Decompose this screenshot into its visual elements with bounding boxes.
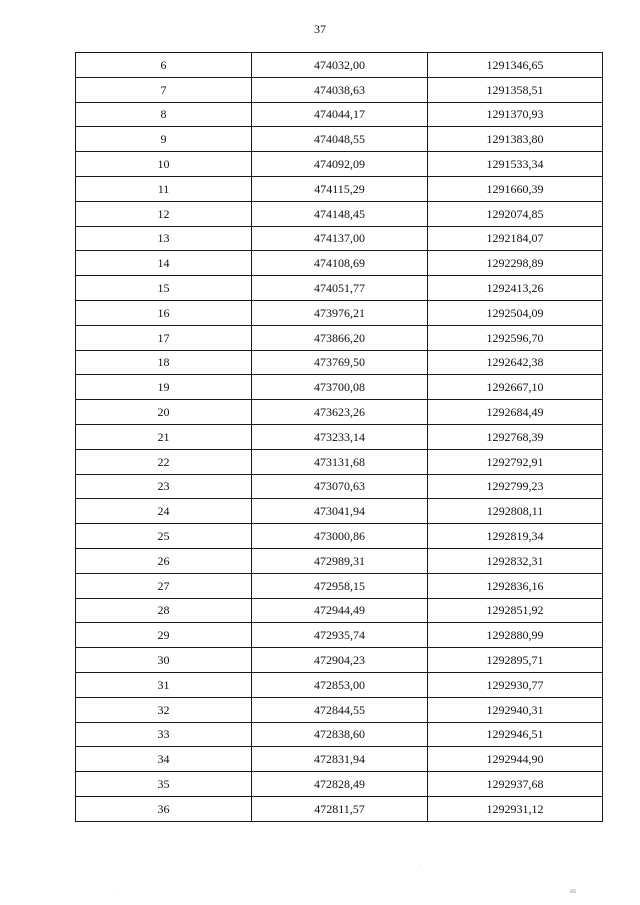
scan-marks — [0, 864, 640, 899]
table-row — [76, 499, 603, 524]
table-row — [76, 524, 603, 549]
y-coordinate-cell: 1292413,26 — [428, 276, 603, 301]
table-row — [76, 548, 603, 573]
x-coordinate-cell: 472958,15 — [252, 573, 428, 598]
table-row — [76, 424, 603, 449]
y-coordinate-cell: 1292596,70 — [428, 325, 603, 350]
y-coordinate-cell: 1292946,51 — [428, 722, 603, 747]
table-row — [76, 325, 603, 350]
x-coordinate-cell: 473700,08 — [252, 375, 428, 400]
point-number-cell: 28 — [76, 598, 252, 623]
y-coordinate-cell: 1292832,31 — [428, 548, 603, 573]
scan-mark-right: ⅠⅠⅠ — [570, 890, 576, 895]
x-coordinate-cell: 473866,20 — [252, 325, 428, 350]
y-coordinate-cell: 1292768,39 — [428, 424, 603, 449]
coordinates-table-body — [76, 53, 603, 822]
point-number-cell: 31 — [76, 672, 252, 697]
x-coordinate-cell: 473070,63 — [252, 474, 428, 499]
point-number-cell: 7 — [76, 77, 252, 102]
table-row — [76, 350, 603, 375]
point-number-cell: 19 — [76, 375, 252, 400]
table-row — [76, 474, 603, 499]
point-number-cell: 25 — [76, 524, 252, 549]
point-number-cell: 27 — [76, 573, 252, 598]
table-row — [76, 722, 603, 747]
point-number-cell: 11 — [76, 176, 252, 201]
x-coordinate-cell: 474032,00 — [252, 53, 428, 78]
y-coordinate-cell: 1292931,12 — [428, 796, 603, 821]
table-row — [76, 201, 603, 226]
point-number-cell: 26 — [76, 548, 252, 573]
y-coordinate-cell: 1292184,07 — [428, 226, 603, 251]
scan-mark-left: · — [114, 889, 116, 894]
point-number-cell: 30 — [76, 648, 252, 673]
y-coordinate-cell: 1292940,31 — [428, 697, 603, 722]
table-row — [76, 276, 603, 301]
y-coordinate-cell: 1292944,90 — [428, 747, 603, 772]
table-row — [76, 176, 603, 201]
point-number-cell: 34 — [76, 747, 252, 772]
table-row — [76, 598, 603, 623]
x-coordinate-cell: 474108,69 — [252, 251, 428, 276]
table-row — [76, 127, 603, 152]
x-coordinate-cell: 472844,55 — [252, 697, 428, 722]
y-coordinate-cell: 1292851,92 — [428, 598, 603, 623]
x-coordinate-cell: 474148,45 — [252, 201, 428, 226]
x-coordinate-cell: 472853,00 — [252, 672, 428, 697]
point-number-cell: 15 — [76, 276, 252, 301]
x-coordinate-cell: 472831,94 — [252, 747, 428, 772]
x-coordinate-cell: 473976,21 — [252, 300, 428, 325]
x-coordinate-cell: 474044,17 — [252, 102, 428, 127]
x-coordinate-cell: 473623,26 — [252, 400, 428, 425]
table-row — [76, 53, 603, 78]
point-number-cell: 6 — [76, 53, 252, 78]
point-number-cell: 12 — [76, 201, 252, 226]
point-number-cell: 33 — [76, 722, 252, 747]
point-number-cell: 9 — [76, 127, 252, 152]
point-number-cell: 29 — [76, 623, 252, 648]
x-coordinate-cell: 472838,60 — [252, 722, 428, 747]
page-number: 37 — [314, 22, 326, 36]
table-row — [76, 251, 603, 276]
y-coordinate-cell: 1291370,93 — [428, 102, 603, 127]
scan-mark-mid: · — [419, 864, 421, 869]
y-coordinate-cell: 1292930,77 — [428, 672, 603, 697]
y-coordinate-cell: 1291660,39 — [428, 176, 603, 201]
point-number-cell: 36 — [76, 796, 252, 821]
table-row — [76, 400, 603, 425]
table-row — [76, 449, 603, 474]
point-number-cell: 8 — [76, 102, 252, 127]
table-row — [76, 102, 603, 127]
y-coordinate-cell: 1292799,23 — [428, 474, 603, 499]
x-coordinate-cell: 474051,77 — [252, 276, 428, 301]
x-coordinate-cell: 473000,86 — [252, 524, 428, 549]
x-coordinate-cell: 474092,09 — [252, 152, 428, 177]
y-coordinate-cell: 1291383,80 — [428, 127, 603, 152]
point-number-cell: 10 — [76, 152, 252, 177]
y-coordinate-cell: 1292808,11 — [428, 499, 603, 524]
x-coordinate-cell: 473041,94 — [252, 499, 428, 524]
point-number-cell: 22 — [76, 449, 252, 474]
table-row — [76, 152, 603, 177]
table-row — [76, 648, 603, 673]
point-number-cell: 32 — [76, 697, 252, 722]
y-coordinate-cell: 1292642,38 — [428, 350, 603, 375]
y-coordinate-cell: 1292792,91 — [428, 449, 603, 474]
x-coordinate-cell: 474038,63 — [252, 77, 428, 102]
y-coordinate-cell: 1291346,65 — [428, 53, 603, 78]
point-number-cell: 35 — [76, 772, 252, 797]
table-row — [76, 375, 603, 400]
point-number-cell: 23 — [76, 474, 252, 499]
x-coordinate-cell: 472989,31 — [252, 548, 428, 573]
table-row — [76, 772, 603, 797]
point-number-cell: 17 — [76, 325, 252, 350]
table-row — [76, 573, 603, 598]
point-number-cell: 20 — [76, 400, 252, 425]
point-number-cell: 21 — [76, 424, 252, 449]
x-coordinate-cell: 474115,29 — [252, 176, 428, 201]
y-coordinate-cell: 1292684,49 — [428, 400, 603, 425]
y-coordinate-cell: 1292895,71 — [428, 648, 603, 673]
point-number-cell: 16 — [76, 300, 252, 325]
point-number-cell: 14 — [76, 251, 252, 276]
x-coordinate-cell: 472904,23 — [252, 648, 428, 673]
x-coordinate-cell: 473233,14 — [252, 424, 428, 449]
table-row — [76, 77, 603, 102]
y-coordinate-cell: 1292504,09 — [428, 300, 603, 325]
y-coordinate-cell: 1292819,34 — [428, 524, 603, 549]
y-coordinate-cell: 1292880,99 — [428, 623, 603, 648]
coordinates-table — [75, 52, 603, 822]
x-coordinate-cell: 472935,74 — [252, 623, 428, 648]
x-coordinate-cell: 474137,00 — [252, 226, 428, 251]
table-row — [76, 672, 603, 697]
x-coordinate-cell: 473131,68 — [252, 449, 428, 474]
x-coordinate-cell: 472944,49 — [252, 598, 428, 623]
y-coordinate-cell: 1292298,89 — [428, 251, 603, 276]
table-row — [76, 300, 603, 325]
y-coordinate-cell: 1292836,16 — [428, 573, 603, 598]
y-coordinate-cell: 1291358,51 — [428, 77, 603, 102]
y-coordinate-cell: 1291533,34 — [428, 152, 603, 177]
x-coordinate-cell: 474048,55 — [252, 127, 428, 152]
table-row — [76, 697, 603, 722]
table-row — [76, 226, 603, 251]
x-coordinate-cell: 472828,49 — [252, 772, 428, 797]
y-coordinate-cell: 1292937,68 — [428, 772, 603, 797]
point-number-cell: 18 — [76, 350, 252, 375]
point-number-cell: 13 — [76, 226, 252, 251]
table-row — [76, 623, 603, 648]
x-coordinate-cell: 472811,57 — [252, 796, 428, 821]
y-coordinate-cell: 1292074,85 — [428, 201, 603, 226]
table-row — [76, 796, 603, 821]
x-coordinate-cell: 473769,50 — [252, 350, 428, 375]
table-row — [76, 747, 603, 772]
point-number-cell: 24 — [76, 499, 252, 524]
y-coordinate-cell: 1292667,10 — [428, 375, 603, 400]
